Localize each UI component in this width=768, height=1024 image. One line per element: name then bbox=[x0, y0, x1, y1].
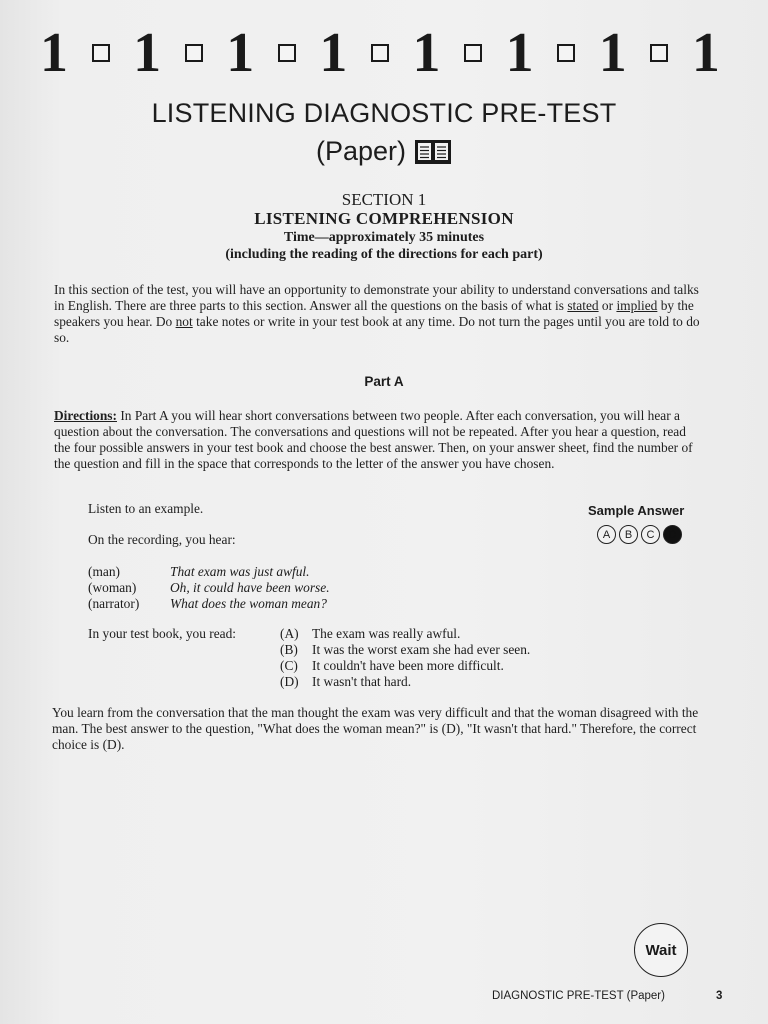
header-box bbox=[92, 44, 110, 62]
example-options bbox=[88, 626, 530, 690]
example-dialog bbox=[88, 564, 330, 612]
dialog-speaker: (man) bbox=[88, 564, 120, 579]
option-text: It was the worst exam she had ever seen. bbox=[312, 642, 531, 657]
wait-badge: Wait bbox=[634, 923, 688, 977]
header-box bbox=[278, 44, 296, 62]
answer-bubble-b: B bbox=[619, 525, 638, 544]
directions-paragraph bbox=[54, 408, 704, 472]
dialog-line bbox=[88, 596, 330, 612]
dialog-speaker: (narrator) bbox=[88, 596, 140, 611]
header-number: 1 bbox=[412, 22, 441, 84]
directions-text: In Part A you will hear short conversations between two people. After each conversation, you will hear a question about the conversation. The conversations and questions will not be repeated. After you hear a question, read the four possible answers in your test book and choose the best answer. Then, on your answer sheet, find the number of the question and fill in the space that corresponds to the letter of the answer you have chosen. bbox=[54, 408, 693, 471]
option-text: It wasn't that hard. bbox=[312, 674, 412, 689]
subtitle-text: (Paper) bbox=[315, 136, 407, 166]
header-box bbox=[464, 44, 482, 62]
page-number: 3 bbox=[716, 990, 723, 1002]
option-letter: (B) bbox=[280, 642, 298, 657]
header-number: 1 bbox=[319, 22, 348, 84]
page-title: LISTENING DIAGNOSTIC PRE-TEST bbox=[151, 98, 617, 128]
dialog-text: What does the woman mean? bbox=[170, 596, 327, 611]
header-number: 1 bbox=[691, 22, 720, 84]
option-text: It couldn't have been more difficult. bbox=[312, 658, 504, 673]
sample-answer-bubbles bbox=[597, 525, 682, 544]
intro-not: not bbox=[175, 314, 193, 329]
option-letter: (C) bbox=[280, 658, 298, 673]
option-row bbox=[88, 658, 530, 674]
part-heading: Part A bbox=[364, 374, 404, 389]
intro-text: take notes or write in your test book at any time. Do not turn the pages until you are told to do so. bbox=[54, 314, 700, 345]
intro-stated: stated bbox=[567, 298, 599, 313]
header-box bbox=[185, 44, 203, 62]
answer-bubble-a: A bbox=[597, 525, 616, 544]
option-row bbox=[88, 674, 530, 690]
section-time: Time—approximately 35 minutes bbox=[283, 230, 485, 245]
example-explanation: You learn from the conversation that the man thought the exam was very difficult and that the woman disagreed with the man. The best answer to the question, "What does the woman mean?" is (D), "It wasn't that hard." Therefore, the correct choice is (D). bbox=[52, 705, 699, 752]
header-number: 1 bbox=[226, 22, 255, 84]
on-recording-label: On the recording, you hear: bbox=[88, 532, 236, 547]
section-time-note: (including the reading of the directions for each part) bbox=[225, 247, 543, 262]
header-number: 1 bbox=[40, 22, 68, 84]
answer-bubble-d-filled: D bbox=[663, 525, 682, 544]
read-lead: In your test book, you read: bbox=[88, 626, 237, 641]
header-box bbox=[371, 44, 389, 62]
header-box bbox=[557, 44, 575, 62]
dialog-line bbox=[88, 564, 330, 580]
header-number: 1 bbox=[505, 22, 534, 84]
header-box bbox=[650, 44, 668, 62]
dialog-speaker: (woman) bbox=[88, 580, 137, 595]
option-letter: (A) bbox=[280, 626, 299, 641]
intro-implied: implied bbox=[616, 298, 658, 313]
open-book-icon bbox=[414, 139, 452, 165]
section-number: SECTION 1 bbox=[341, 190, 427, 209]
section-name: LISTENING COMPREHENSION bbox=[254, 209, 514, 228]
option-row bbox=[88, 626, 530, 642]
example-intro: Listen to an example. bbox=[88, 501, 204, 516]
directions-label: Directions: bbox=[54, 408, 117, 423]
option-row bbox=[88, 642, 530, 658]
header-number-strip bbox=[40, 18, 720, 88]
dialog-text: That exam was just awful. bbox=[170, 564, 310, 579]
option-letter: (D) bbox=[280, 674, 299, 689]
page-subtitle bbox=[0, 136, 768, 167]
footer-label: DIAGNOSTIC PRE-TEST (Paper) bbox=[492, 990, 665, 1002]
header-number: 1 bbox=[133, 22, 162, 84]
sample-answer-label: Sample Answer bbox=[588, 503, 685, 518]
intro-or: or bbox=[598, 298, 617, 313]
dialog-line bbox=[88, 580, 330, 596]
intro-text: by the speakers you hear. Do bbox=[54, 298, 694, 329]
option-text: The exam was really awful. bbox=[312, 626, 461, 641]
dialog-text: Oh, it could have been worse. bbox=[170, 580, 330, 595]
intro-text: In this section of the test, you will have an opportunity to demonstrate your ability to understand conversations and talks in English. There are three parts to this section. Answer all the questions on the basis of what is bbox=[54, 282, 699, 313]
intro-paragraph bbox=[54, 282, 704, 346]
header-number: 1 bbox=[598, 22, 627, 84]
answer-bubble-c: C bbox=[641, 525, 660, 544]
